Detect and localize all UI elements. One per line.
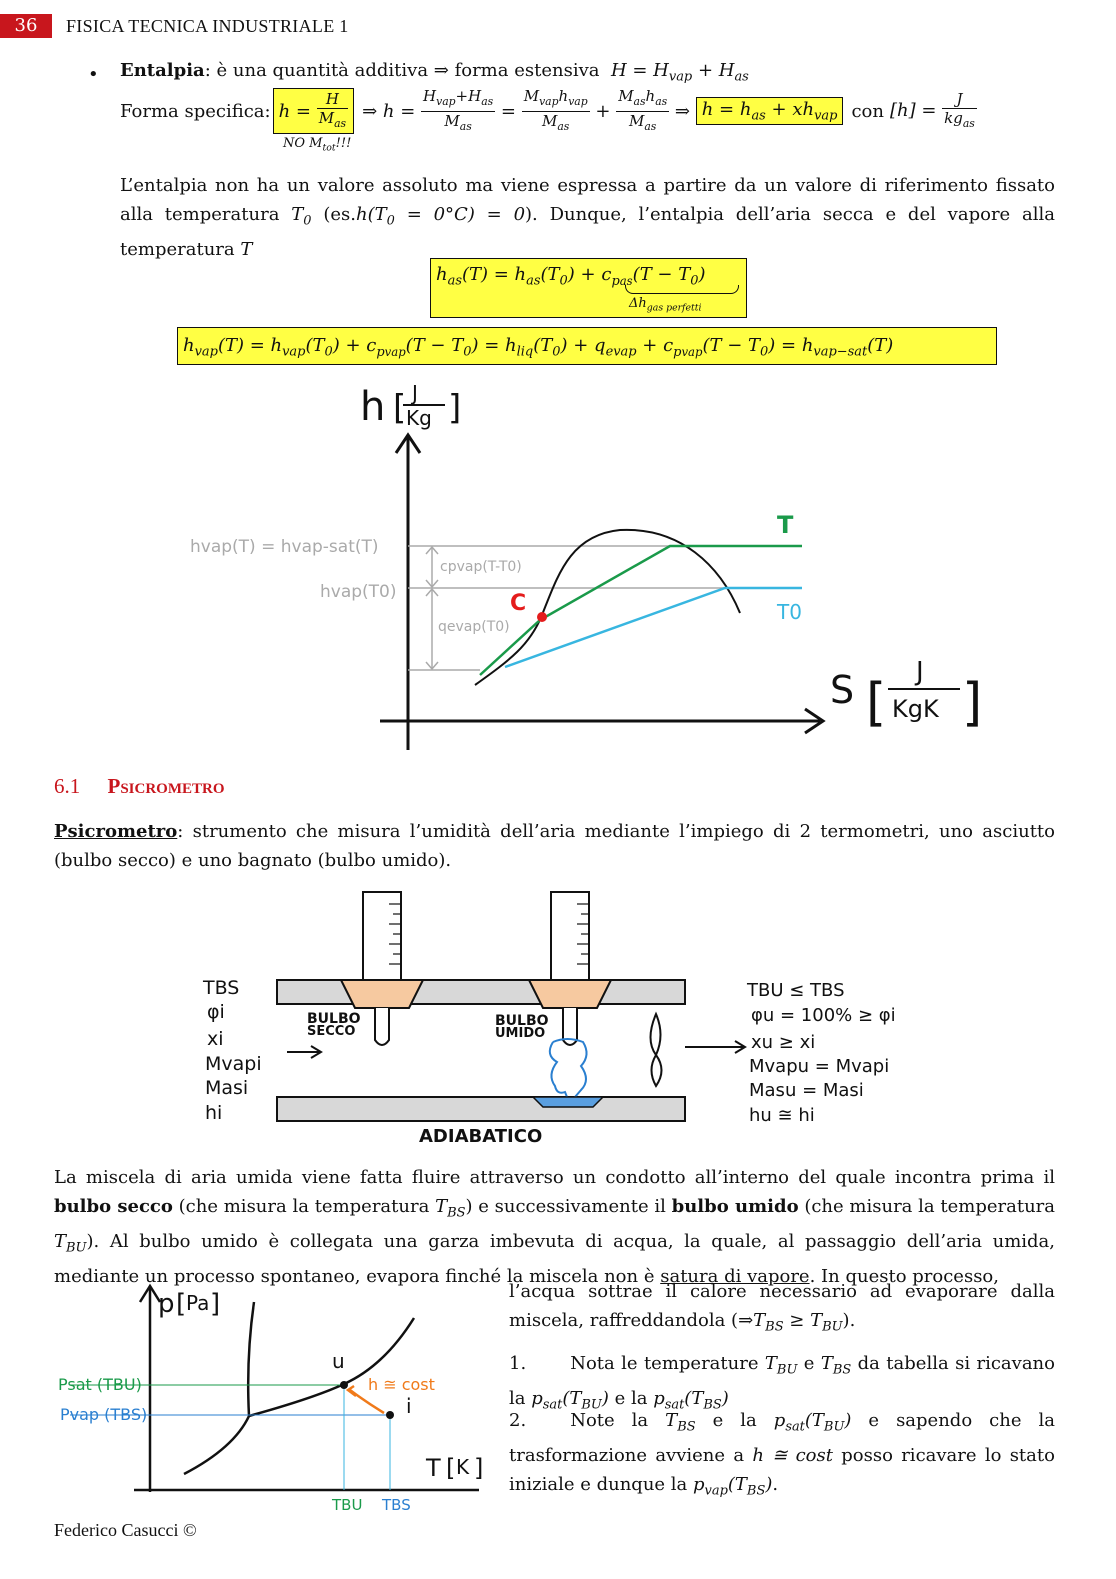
note-text: NO M xyxy=(283,136,323,151)
eq-has-box: $h_{as}(T) = h_{as}(T_0) + c_{pas}(T - T_0)$ $\Delta h_{gas perfetti}$ xyxy=(430,258,747,318)
pt-x-label: T xyxy=(426,1454,441,1482)
duct-top-wall xyxy=(277,980,685,1004)
eq-extensive: $H = H_{vap} + H_{as}$ xyxy=(605,60,749,85)
out-label-0: TBU ≤ TBS xyxy=(747,980,845,1001)
list-1-d: e la xyxy=(614,1388,648,1410)
in-label-1: φi xyxy=(207,1001,225,1023)
psicrometro-term: Psicrometro xyxy=(54,821,178,842)
pt-point-u xyxy=(340,1381,348,1389)
entalpia-text: : è una quantità additiva ⇒ forma estensiva xyxy=(204,60,600,81)
wet-gauze xyxy=(550,1039,587,1097)
section-heading xyxy=(54,774,225,799)
p1-d: (che misura la temperatura xyxy=(804,1195,1055,1217)
hs-y-unit-den: Kg xyxy=(406,406,432,430)
running-header: FISICA TECNICA INDUSTRIALE 1 xyxy=(66,16,349,36)
pt-label-i: i xyxy=(406,1394,412,1418)
paragraph-part-c: ). Dunque, l’entalpia dell’aria secca e del vapore alla temperatura xyxy=(120,203,1055,260)
hs-point-C xyxy=(537,612,547,622)
out-label-3: Mvapu = Mvapi xyxy=(749,1056,890,1077)
p1-underline: satura di vapore xyxy=(660,1265,810,1287)
hs-label-hvap-T: hvap(T) = hvap-sat(T) xyxy=(190,537,379,557)
list-1-num: 1. xyxy=(509,1353,527,1374)
page-number-badge xyxy=(0,14,52,38)
section-number: 6.1 xyxy=(54,774,81,798)
hs-label-T: T xyxy=(777,511,794,539)
adiabatic-label: ADIABATICO xyxy=(419,1126,543,1147)
underbrace-sub: gas perfetti xyxy=(646,302,702,314)
out-label-1: φu = 100% ≥ φi xyxy=(751,1005,896,1026)
con-label: con xyxy=(851,100,884,122)
hs-x-unit-num: J xyxy=(916,657,924,687)
water-tray xyxy=(533,1097,603,1107)
list-2-a: Note la xyxy=(570,1410,649,1431)
eq-derivation: ⇒ h = $\frac{H_{vap}+H_{as}}{M_{as}}$ = $\frac{M_{vap}h_{vap}}{M_{as}}$ + $\frac{M_{as}h_{as}}{M_{as}}$ ⇒ xyxy=(362,86,696,133)
paragraph-part-a: L’entalpia non ha un valore assoluto ma viene espressa a partire da un valore di riferimento fissato alla temperatura xyxy=(120,175,1055,225)
eq-h-specific: h = $\frac{H}{M_{as}}$ xyxy=(273,88,354,135)
out-label-4: Masu = Masi xyxy=(749,1080,864,1101)
hs-y-label: h xyxy=(360,384,386,430)
in-label-5: hi xyxy=(205,1102,223,1124)
unit-h: [h] = $\frac{J}{kg_{as}}$ xyxy=(889,89,975,130)
psychrometer-diagram xyxy=(195,890,925,1150)
p1-a: La miscela di aria umida viene fatta fluire attraverso un condotto all’interno del quale incontra prima il xyxy=(54,1167,1055,1188)
pt-label-TBU: TBU xyxy=(332,1496,363,1514)
section-title: Psicrometro xyxy=(107,774,225,798)
p1-bold-dry: bulbo secco xyxy=(54,1195,173,1217)
psicrometro-definition xyxy=(54,818,1055,875)
body-paragraph-2: l’acqua sottrae il calore necessario ad evaporare dalla miscela, raffreddandola $(\Rightarrow T_{BS} \ge T_{BU})$. xyxy=(509,1281,1055,1335)
hs-label-cpvap: cpvap(T-T0) xyxy=(440,559,522,575)
page-number: 36 xyxy=(14,15,38,36)
specific-form-line xyxy=(120,88,977,134)
hs-diagram xyxy=(180,375,1000,760)
pt-label-pvap: Pvap (TBS) xyxy=(60,1405,148,1424)
hs-isobar-T0 xyxy=(505,588,802,667)
bulb-dry-label-2: SECCO xyxy=(307,1024,356,1039)
pt-label-hcost: h ≅ cost xyxy=(368,1375,435,1394)
list-2-num: 2. xyxy=(509,1410,527,1431)
svg-text:]: ] xyxy=(210,1289,221,1319)
p1-bold-wet: bulbo umido xyxy=(671,1195,799,1217)
hs-label-T0: T0 xyxy=(777,600,802,624)
underbrace-delta-h: Δh xyxy=(629,296,647,311)
hs-x-unit-den: KgK xyxy=(892,695,939,723)
pt-fusion-curve xyxy=(184,1302,254,1474)
pt-label-TBS: TBS xyxy=(382,1496,411,1514)
hs-x-label: S xyxy=(830,668,855,712)
svg-text:[: [ xyxy=(446,1454,456,1482)
bullet-dot: • xyxy=(88,64,99,85)
pt-x-unit: K xyxy=(456,1455,470,1479)
p2-text: l’acqua sottrae il calore necessario ad evaporare dalla miscela, raffreddandola (⇒ xyxy=(509,1281,1055,1331)
eq-hvap-box: $h_{vap}(T) = h_{vap}(T_0) + c_{pvap}(T - T_0) = h_{liq}(T_0) + q_{evap} + c_{pvap}(T - T_0) = h_{vap-sat}(T)$ xyxy=(177,327,997,365)
bulb-wet-label-1: BULBO xyxy=(495,1013,549,1029)
p1-e: ). Al bulbo umido è collegata una garza imbevuta di acqua, la quale, al passaggio dell’aria umida, mediante un processo spontaneo, evapora finché la miscela non è xyxy=(54,1230,1055,1287)
list-2-c: e sapendo che la trasformazione avviene a xyxy=(509,1410,1055,1467)
svg-text:[: [ xyxy=(176,1289,187,1319)
paragraph-part-b: (es. xyxy=(323,203,356,225)
p1-f: . In questo processo, xyxy=(809,1265,999,1287)
eq-h-result: $h = h_{as} + xh_{vap}$ xyxy=(696,97,844,126)
specific-label: Forma specifica: xyxy=(120,100,271,122)
pt-y-unit: Pa xyxy=(186,1291,210,1315)
body-paragraph-1: La miscela di aria umida viene fatta fluire attraverso un condotto all’interno del quale incontra prima il bulbo secco (che misura la temperatura $T_{BS}$) e successivamente il bulbo umido (che misura la temperatura $T_{BU}$). Al bulbo umido è collegata una garza imbevuta di acqua, la quale, al passaggio dell’aria umida, mediante un processo spontaneo, evapora finché la miscela non è satura di vapore. In questo processo, xyxy=(54,1167,1055,1287)
svg-text:]: ] xyxy=(474,1454,484,1482)
list-1-c: da tabella si ricavano la xyxy=(509,1353,1055,1410)
list-1-b: e xyxy=(803,1353,815,1374)
svg-text:[: [ xyxy=(393,388,407,428)
list-item-2: 2. Note la $T_{BS}$ e la $p_{sat}(T_{BU})$ e sapendo che la trasformazione avviene a h ≅ cost posso ricavare lo stato iniziale e dunque la $p_{vap}(T_{BS})$. xyxy=(509,1410,1055,1499)
unit-h-label: [h] = xyxy=(889,100,937,122)
thermometer-dry xyxy=(363,892,401,980)
svg-text:[: [ xyxy=(866,673,887,733)
pt-label-u: u xyxy=(332,1349,345,1373)
entalpia-line xyxy=(120,58,749,91)
note-no-mtot xyxy=(283,136,351,153)
entalpia-term: Entalpia xyxy=(120,60,205,81)
svg-text:]: ] xyxy=(962,673,983,733)
fan-icon xyxy=(651,1014,662,1086)
list-item-1: 1. Nota le temperature $T_{BU}$ e $T_{BS}$ da tabella si ricavano la $p_{sat}(T_{BU})$ e la $p_{sat}(T_{BS})$ xyxy=(509,1353,1055,1413)
note-tail: !!! xyxy=(335,136,352,151)
hs-label-hvap-T0: hvap(T0) xyxy=(320,582,397,602)
out-label-5: hu ≅ hi xyxy=(749,1105,815,1126)
in-label-4: Masi xyxy=(205,1077,249,1099)
in-label-3: Mvapi xyxy=(205,1053,262,1075)
hs-label-qevap: qevap(T0) xyxy=(438,619,510,635)
p1-b: (che misura la temperatura xyxy=(178,1195,430,1217)
list-1-a: Nota le temperature xyxy=(570,1353,759,1374)
list-2-hcost: h ≅ cost xyxy=(752,1445,833,1467)
in-label-2: xi xyxy=(207,1028,224,1050)
psicrometro-text: : strumento che misura l’umidità dell’aria mediante l’impiego di 2 termometri, uno asciutto (bulbo secco) e uno bagnato (bulbo umido). xyxy=(54,821,1055,871)
bulb-wet-label-2: UMIDO xyxy=(495,1026,546,1041)
pt-y-label: p xyxy=(158,1289,175,1319)
duct-bottom-wall xyxy=(277,1097,685,1121)
bulb-dry-label-1: BULBO xyxy=(307,1011,361,1027)
hs-isobar-T xyxy=(480,546,802,675)
thermometer-wet xyxy=(551,892,589,980)
footer-author: Federico Casucci © xyxy=(54,1520,197,1540)
hs-label-C: C xyxy=(510,591,527,616)
note-sub: tot xyxy=(322,142,336,154)
pt-point-i xyxy=(386,1411,394,1419)
pt-diagram xyxy=(54,1278,499,1523)
entalpia-paragraph: L’entalpia non ha un valore assoluto ma viene espressa a partire da un valore di riferimento fissato alla temperatura $T_0$ $(es.h(T_0 = 0^\circ C) = 0)$. Dunque, l’entalpia dell’aria secca e del vapore alla temperatura T xyxy=(120,175,1055,260)
pt-label-psat: Psat (TBU) xyxy=(58,1375,142,1394)
list-2-d: posso ricavare lo stato iniziale e dunque la xyxy=(509,1445,1055,1495)
hs-y-unit-num: J xyxy=(412,381,418,405)
out-label-2: xu ≥ xi xyxy=(751,1032,816,1053)
list-2-b: e la xyxy=(712,1410,757,1431)
svg-text:]: ] xyxy=(448,388,462,428)
p1-c: ) e successivamente il xyxy=(465,1195,666,1217)
in-label-0: TBS xyxy=(203,977,240,999)
